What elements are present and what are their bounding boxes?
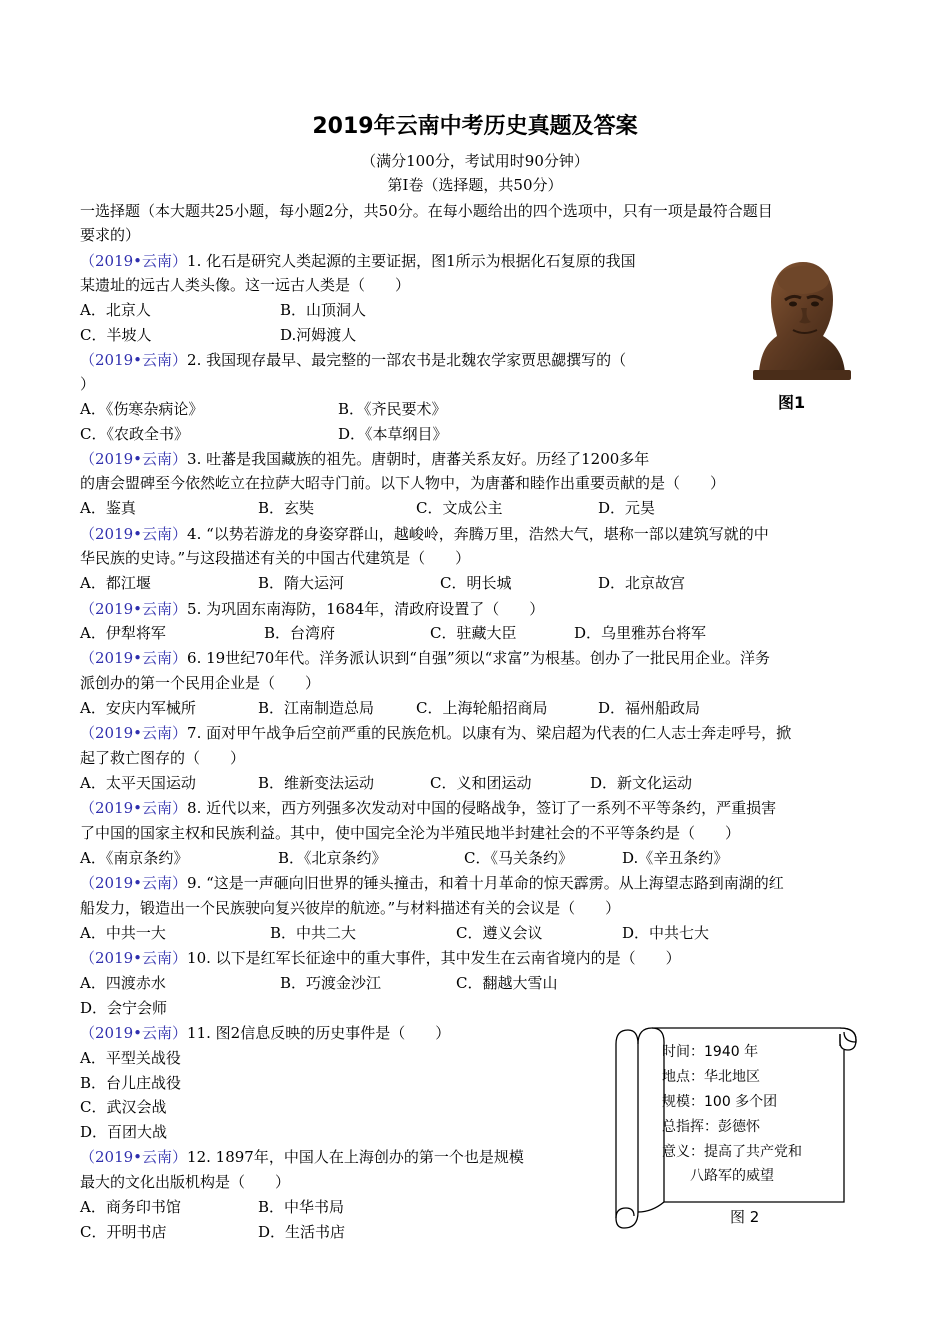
- q8-option-c[interactable]: C．《马关条约》: [464, 849, 573, 867]
- question-9: （2019•云南）9. “这是一声砸向旧世界的锤头撞击，和着十月革命的惊天霹雳。从上海望志路到南湖的红: [80, 874, 784, 892]
- page-title: 2019年云南中考历史真题及答案: [312, 114, 638, 139]
- q8-option-d[interactable]: D.《辛丑条约》: [622, 849, 729, 867]
- q6-option-b[interactable]: B．江南制造总局: [258, 699, 375, 717]
- ancient-human-bust-image: [745, 250, 855, 382]
- q2-option-b[interactable]: B．《齐民要术》: [338, 400, 447, 418]
- question-6-cont: 派创办的第一个民用企业是（ ）: [80, 674, 321, 692]
- scroll-line-scale: 规模：100 多个团: [662, 1094, 778, 1110]
- source-tag: （2019•云南）: [80, 252, 188, 270]
- q12-option-a[interactable]: A．商务印书馆: [80, 1198, 181, 1216]
- question-3: （2019•云南）3. 吐蕃是我国藏族的祖先。唐朝时，唐蕃关系友好。历经了1200多年: [80, 450, 650, 468]
- question-8-cont: 了中国的国家主权和民族利益。其中，使中国完全沦为半殖民地半封建社会的不平等条约是（ ）: [80, 824, 741, 842]
- q9-option-b[interactable]: B．中共二大: [270, 924, 357, 942]
- question-11: （2019•云南）11. 图2信息反映的历史事件是（ ）: [80, 1024, 451, 1042]
- q10-option-b[interactable]: B．巧渡金沙江: [280, 974, 382, 992]
- question-7-cont: 起了救亡图存的（ ）: [80, 749, 246, 767]
- instructions-line-2: 要求的）: [80, 226, 141, 244]
- q7-option-a[interactable]: A．太平天国运动: [80, 774, 196, 792]
- q8-option-a[interactable]: A．《南京条约》: [80, 849, 189, 867]
- scroll-line-commander: 总指挥：彭德怀: [662, 1119, 760, 1135]
- question-1: （2019•云南）1. 化石是研究人类起源的主要证据，图1所示为根据化石复原的我国: [80, 252, 636, 270]
- q2-option-c[interactable]: C．《农政全书》: [80, 425, 189, 443]
- instructions-line-1: 一选择题（本大题共25小题，每小题2分，共50分。在每小题给出的四个选项中，只有一项是最符合题目: [80, 202, 773, 220]
- question-4-cont: 华民族的史诗。”与这段描述有关的中国古代建筑是（ ）: [80, 549, 471, 567]
- q3-option-d[interactable]: D．元昊: [598, 499, 656, 517]
- q6-option-c[interactable]: C．上海轮船招商局: [416, 699, 548, 717]
- q3-option-a[interactable]: A．鉴真: [80, 499, 136, 517]
- q10-option-a[interactable]: A．四渡赤水: [80, 974, 166, 992]
- q9-option-d[interactable]: D．中共七大: [622, 924, 710, 942]
- figure-2-caption: 图 2: [730, 1208, 760, 1226]
- q11-option-d[interactable]: D．百团大战: [80, 1123, 168, 1141]
- q12-option-c[interactable]: C．开明书店: [80, 1223, 167, 1241]
- scroll-line-significance: 意义：提高了共产党和: [662, 1144, 802, 1160]
- question-10: （2019•云南）10. 以下是红军长征途中的重大事件，其中发生在云南省境内的是（ ）: [80, 949, 681, 967]
- q6-option-a[interactable]: A．安庆内军械所: [80, 699, 196, 717]
- question-2-cont: ）: [80, 375, 96, 393]
- score-note: （满分100分，考试用时90分钟）: [361, 152, 589, 170]
- question-1-cont: 某遗址的远古人类头像。这一远古人类是（ ）: [80, 276, 411, 294]
- question-4: （2019•云南）4. “以势若游龙的身姿穿群山，越峻岭，奔腾万里，浩然大气，堪称一部以建筑写就的中: [80, 525, 769, 543]
- q10-option-d[interactable]: D．会宁会师: [80, 999, 168, 1017]
- q6-option-d[interactable]: D．福州船政局: [598, 699, 701, 717]
- q10-option-c[interactable]: C．翻越大雪山: [456, 974, 558, 992]
- q1-option-a[interactable]: A．北京人: [80, 301, 151, 319]
- question-6: （2019•云南）6. 19世纪70年代。洋务派认识到“自强”须以“求富”为根基。创办了一批民用企业。洋务: [80, 649, 770, 667]
- q4-option-b[interactable]: B．隋大运河: [258, 574, 345, 592]
- question-12: （2019•云南）12. 1897年，中国人在上海创办的第一个也是规模: [80, 1148, 524, 1166]
- q4-option-a[interactable]: A．都江堰: [80, 574, 151, 592]
- section-heading: 第Ⅰ卷（选择题，共50分）: [387, 176, 563, 194]
- question-2: （2019•云南）2. 我国现存最早、最完整的一部农书是北魏农学家贾思勰撰写的（: [80, 351, 627, 369]
- q5-option-c[interactable]: C．驻藏大臣: [430, 624, 517, 642]
- q11-option-c[interactable]: C．武汉会战: [80, 1098, 167, 1116]
- q4-option-d[interactable]: D．北京故宫: [598, 574, 686, 592]
- question-3-cont: 的唐会盟碑至今依然屹立在拉萨大昭寺门前。以下人物中，为唐蕃和睦作出重要贡献的是（ ）: [80, 474, 726, 492]
- q5-option-d[interactable]: D．乌里雅苏台将军: [574, 624, 707, 642]
- q8-option-b[interactable]: B．《北京条约》: [278, 849, 387, 867]
- q1-option-b[interactable]: B．山顶洞人: [280, 301, 367, 319]
- scroll-line-time: 时间：1940 年: [662, 1044, 759, 1060]
- question-9-cont: 船发力，锻造出一个民族驶向复兴彼岸的航迹。”与材料描述有关的会议是（ ）: [80, 899, 621, 917]
- question-12-cont: 最大的文化出版机构是（ ）: [80, 1173, 291, 1191]
- scroll-line-place: 地点：华北地区: [662, 1069, 760, 1085]
- q7-option-c[interactable]: C．义和团运动: [430, 774, 532, 792]
- q2-option-d[interactable]: D．《本草纲目》: [338, 425, 448, 443]
- q5-option-a[interactable]: A．伊犁将军: [80, 624, 166, 642]
- question-7: （2019•云南）7. 面对甲午战争后空前严重的民族危机。以康有为、梁启超为代表的仁人志士奔走呼号，掀: [80, 724, 792, 742]
- q11-option-b[interactable]: B．台儿庄战役: [80, 1074, 182, 1092]
- q12-option-d[interactable]: D．生活书店: [258, 1223, 346, 1241]
- q3-option-c[interactable]: C．文成公主: [416, 499, 503, 517]
- q11-option-a[interactable]: A．平型关战役: [80, 1049, 181, 1067]
- q1-option-c[interactable]: C．半坡人: [80, 326, 152, 344]
- q1-option-d[interactable]: D.河姆渡人: [280, 326, 357, 344]
- q4-option-c[interactable]: C．明长城: [440, 574, 512, 592]
- question-8: （2019•云南）8. 近代以来，西方列强多次发动对中国的侵略战争，签订了一系列不平等条约，严重损害: [80, 799, 777, 817]
- figure-1-caption: 图1: [778, 393, 806, 412]
- question-5: （2019•云南）5. 为巩固东南海防，1684年，清政府设置了（ ）: [80, 600, 545, 618]
- q7-option-d[interactable]: D．新文化运动: [590, 774, 693, 792]
- q9-option-c[interactable]: C．遵义会议: [456, 924, 543, 942]
- q12-option-b[interactable]: B．中华书局: [258, 1198, 345, 1216]
- q3-option-b[interactable]: B．玄奘: [258, 499, 315, 517]
- q7-option-b[interactable]: B．维新变法运动: [258, 774, 375, 792]
- scroll-line-significance-cont: 八路军的威望: [662, 1168, 774, 1184]
- q2-option-a[interactable]: A．《伤寒杂病论》: [80, 400, 204, 418]
- q9-option-a[interactable]: A．中共一大: [80, 924, 166, 942]
- q5-option-b[interactable]: B．台湾府: [264, 624, 336, 642]
